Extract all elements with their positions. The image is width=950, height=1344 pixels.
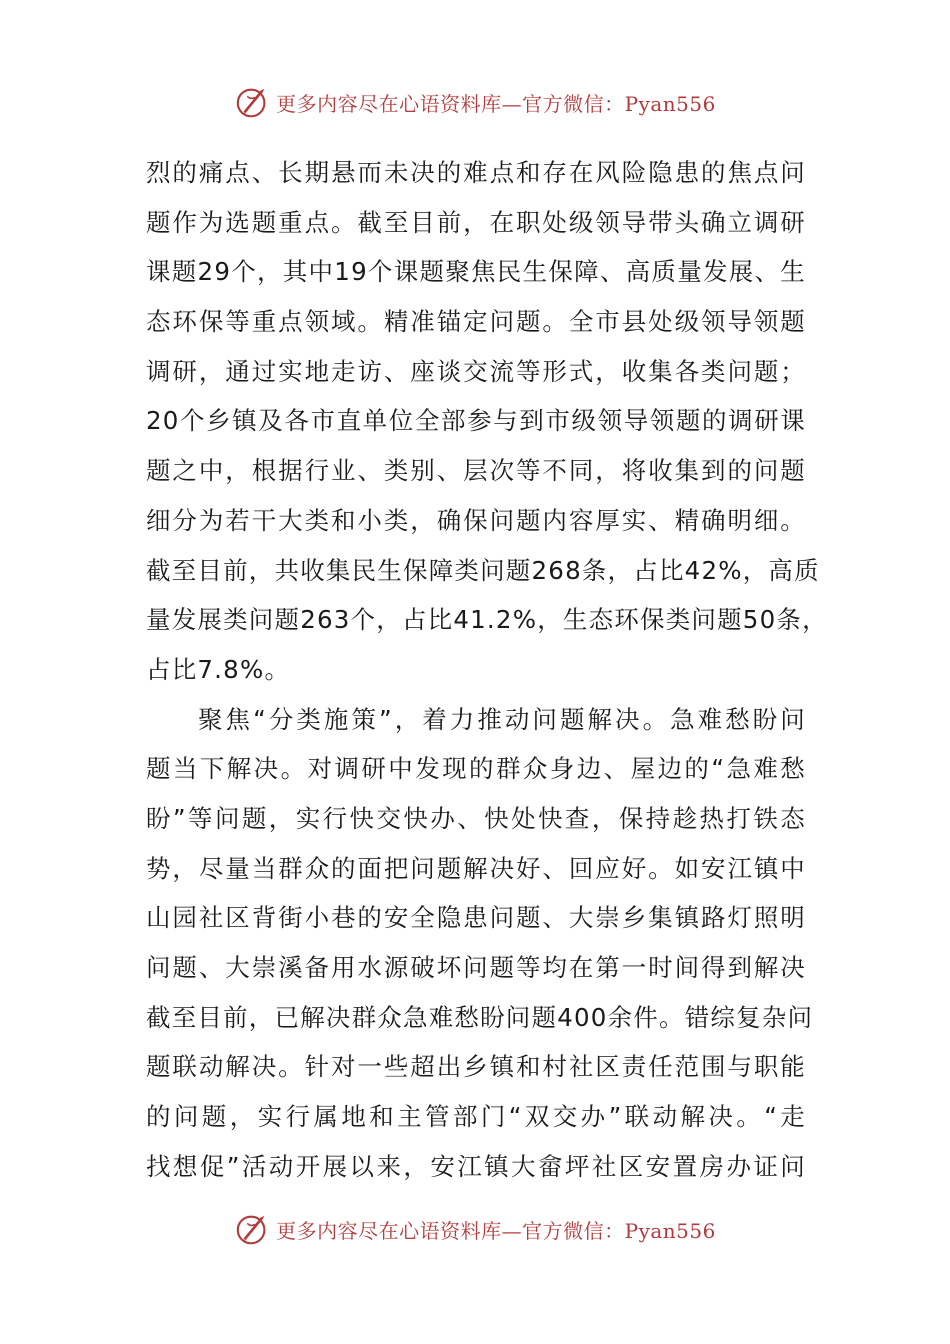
body-line: 题之中，根据行业、类别、层次等不同，将收集到的问题 (146, 456, 806, 486)
body-line: 山园社区背街小巷的安全隐患问题、大崇乡集镇路灯照明 (146, 903, 806, 933)
document-body (146, 148, 828, 1191)
body-line: 量发展类问题263个，占比41.2%，生态环保类问题50条， (146, 605, 828, 635)
body-line: 问题、大崇溪备用水源破坏问题等均在第一时间得到解决 (146, 953, 806, 982)
body-line: 截至目前，已解决群众急难愁盼问题400余件。错综复杂问 (146, 1002, 814, 1032)
body-line: 态环保等重点领域。精准锚定问题。全市县处级领导领题 (146, 307, 806, 337)
body-line: 占比7.8%。 (146, 654, 291, 684)
body-line: 截至目前，共收集民生保障类问题268条，占比42%，高质 (146, 555, 820, 585)
quill-pen-circle-icon (234, 83, 272, 121)
body-line: 20个乡镇及各市直单位全部参与到市级领导领题的调研课 (146, 406, 806, 436)
body-line: 细分为若干大类和小类，确保问题内容厚实、精确明细。 (146, 505, 806, 535)
paragraph-first-line: 聚焦“分类施策”，着力推动问题解决。急难愁盼问 (198, 704, 806, 734)
body-line: 调研，通过实地走访、座谈交流等形式，收集各类问题； (146, 356, 806, 386)
quill-pen-circle-icon (234, 1210, 272, 1248)
body-line: 题联动解决。针对一些超出乡镇和村社区责任范围与职能 (146, 1052, 806, 1082)
body-line: 课题29个，其中19个课题聚焦民生保障、高质量发展、生 (146, 257, 806, 287)
header-banner (0, 78, 950, 126)
body-line: 盼”等问题，实行快交快办、快处快查，保持趁热打铁态 (146, 803, 806, 833)
body-line: 找想促”活动开展以来，安江镇大畲坪社区安置房办证问 (146, 1151, 806, 1181)
body-line: 题当下解决。对调研中发现的群众身边、屋边的“急难愁 (146, 754, 806, 784)
body-line: 烈的痛点、长期悬而未决的难点和存在风险隐患的焦点问 (146, 158, 806, 187)
header-banner-text: 更多内容尽在心语资料库—官方微信：Pyan556 (276, 91, 716, 116)
footer-banner-text: 更多内容尽在心语资料库—官方微信：Pyan556 (276, 1218, 716, 1243)
body-line: 题作为选题重点。截至目前，在职处级领导带头确立调研 (146, 207, 806, 237)
footer-banner (0, 1205, 950, 1253)
body-line: 的问题，实行属地和主管部门“双交办”联动解决。“走 (146, 1102, 806, 1132)
body-line: 势，尽量当群众的面把问题解决好、回应好。如安江镇中 (146, 853, 806, 883)
